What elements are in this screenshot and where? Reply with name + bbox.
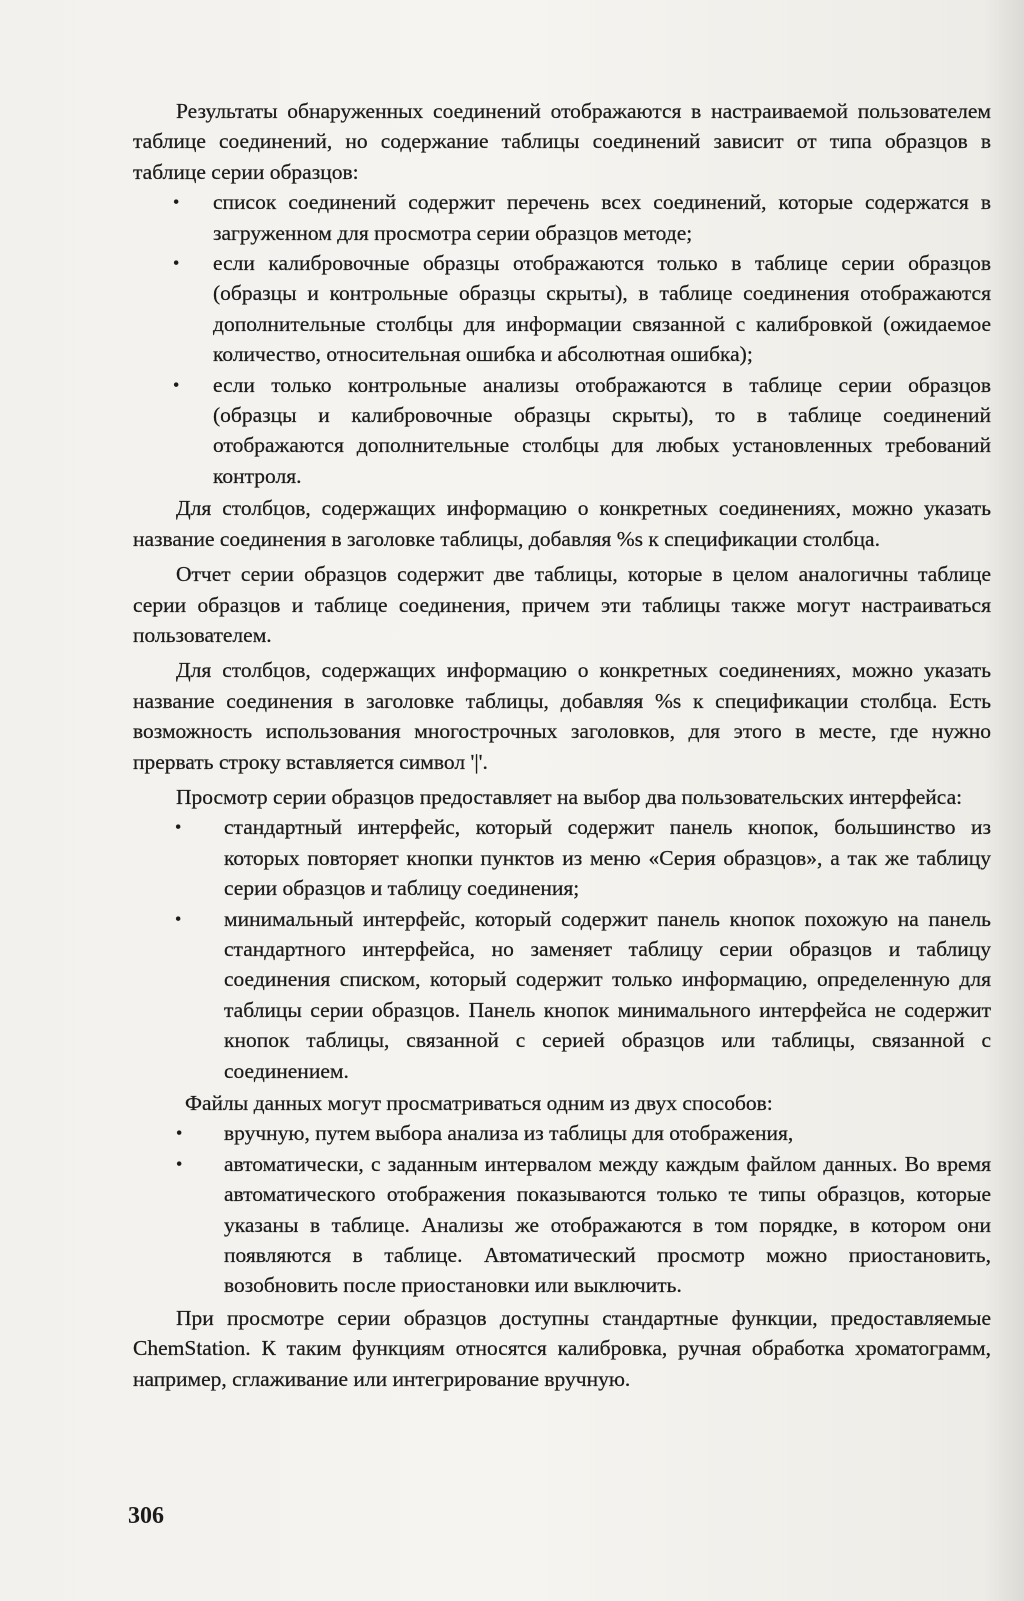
paragraph-chemstation-functions: При просмотре серии образцов доступны стандартные функции, предоставляемые ChemStation. К таким функциям относятся калибровка, ручная обработка хроматограмм, например, сглаживание или интегрирование вручную. xyxy=(133,1305,991,1391)
page-body xyxy=(133,96,991,1399)
bullet-icon: • xyxy=(176,1153,183,1174)
list-item-text: стандартный интерфейс, который содержит панель кнопок, большинство из которых повторяет кнопки пунктов из меню «Серия образцов», а так же таблицу серии образцов и таблицу соединения; xyxy=(224,815,991,901)
list-item xyxy=(133,370,991,492)
list-item xyxy=(133,812,991,903)
list-item-text: если калибровочные образцы отображаются только в таблице серии образцов (образцы и контрольные образцы скрыты), в таблице соединения отображаются дополнительные столбцы для информации связанной с калибровкой (ожидаемое количество, относительная ошибка и абсолютная ошибка); xyxy=(213,251,991,367)
list-item-text: вручную, путем выбора анализа из таблицы для отображения, xyxy=(224,1121,794,1146)
list-item-text: минимальный интерфейс, который содержит панель кнопок похожую на панель стандартного интерфейса, но заменяет таблицу серии образцов и таблицу соединения списком, который содержит только информацию, определенную для таблицы серии образцов. Панель кнопок минимального интерфейса не содержит кнопок таблицы, связанной с серией образцов или таблицы, связанной с соединением. xyxy=(224,906,991,1083)
paragraph-multiline-headers: Для столбцов, содержащих информацию о конкретных соединениях, можно указать название соединения в заголовке таблицы, добавляя %s к спецификации столбца. Есть возможность использования многострочных заголовков, для этого в месте, где нужно прервать строку вставляется символ '|'. xyxy=(133,658,991,774)
paragraph-report-tables: Отчет серии образцов содержит две таблицы, которые в целом аналогичны таблице серии образцов и таблице соединения, причем эти таблицы также могут настраиваться пользователем. xyxy=(133,562,991,647)
bullet-icon: • xyxy=(176,1123,183,1144)
list-item xyxy=(133,187,991,248)
bullet-icon: • xyxy=(173,253,180,274)
list-item xyxy=(133,1118,991,1148)
bullet-icon: • xyxy=(175,817,182,838)
page-number: 306 xyxy=(128,1503,164,1529)
list-item-text: автоматически, с заданным интервалом между каждым файлом данных. Во время автоматического отображения показываются только те типы образцов, которые указаны в таблице. Анализы же отображаются в том порядке, в котором они появляются в таблице. Автоматический просмотр можно приостановить, возобновить после приостановки или выключить. xyxy=(224,1151,991,1298)
bullet-icon: • xyxy=(173,374,180,395)
list-item-text: список соединений содержит перечень всех соединений, которые содержатся в загруженном для просмотра серии образцов методе; xyxy=(213,190,991,245)
bullet-icon: • xyxy=(173,192,180,213)
list-item xyxy=(133,904,991,1086)
list-item-text: если только контрольные анализы отображаются в таблице серии образцов (образцы и калибровочные образцы скрыты), то в таблице соединений отображаются дополнительные столбцы для любых установленных требований контроля. xyxy=(213,372,991,488)
paragraph-interfaces: Просмотр серии образцов предоставляет на выбор два пользовательских интерфейса: xyxy=(176,784,963,809)
bullet-icon: • xyxy=(175,908,182,929)
bullet-list-interfaces xyxy=(133,812,991,1086)
list-item xyxy=(133,1149,991,1301)
bullet-list-view-methods xyxy=(133,1118,991,1300)
paragraph-compound-results: Результаты обнаруженных соединений отображаются в настраиваемой пользователем таблице соединений, но содержание таблицы соединений зависит от типа образцов в таблице серии образцов: xyxy=(133,99,991,184)
paragraph-column-names: Для столбцов, содержащих информацию о конкретных соединениях, можно указать название соединения в заголовке таблицы, добавляя %s к спецификации столбца. xyxy=(133,496,991,551)
list-item xyxy=(133,248,991,370)
bullet-list-table-content xyxy=(133,187,991,491)
paragraph-data-files: Файлы данных могут просматриваться одним из двух способов: xyxy=(185,1091,773,1115)
